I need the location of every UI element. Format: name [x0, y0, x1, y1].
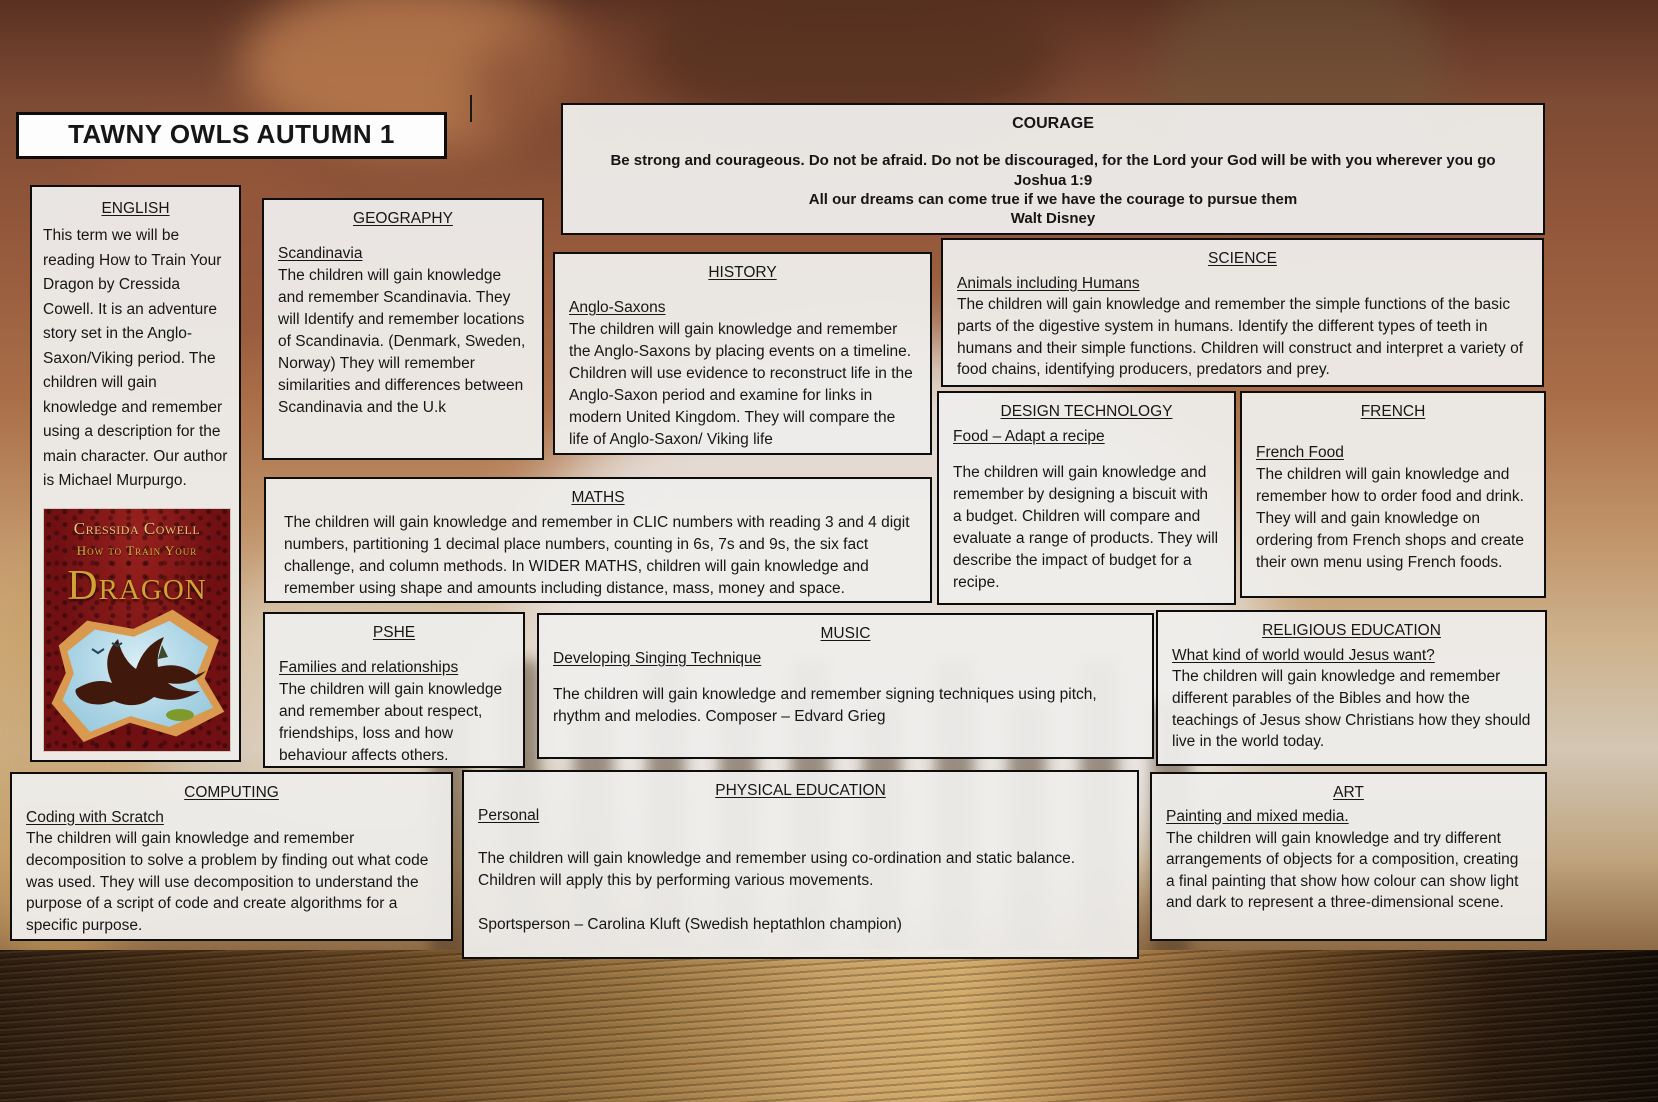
subject-box-computing	[10, 772, 453, 941]
box-subtitle: Painting and mixed media.	[1166, 808, 1349, 826]
box-subtitle: Animals including Humans	[957, 274, 1140, 292]
box-body: The children will gain knowledge and remember the simple functions of the basic parts of the digestive system in humans. Identify the different types of teeth in humans and their simple functions. Children will construct and interpret a variety of food chains, identifying producers, predators and prey.	[957, 296, 1524, 379]
book-cover-title-word: Dragon	[67, 562, 207, 609]
box-body: The children will gain knowledge and remember using co-ordination and static balance. Children will apply this by performing various movements.	[478, 850, 1076, 890]
box-subtitle: Families and relationships	[279, 659, 459, 676]
subject-box-english	[30, 185, 241, 762]
box-title: ART	[1333, 784, 1364, 801]
box-body: The children will gain knowledge and remember about respect, friendships, loss and how behaviour affects others.	[279, 681, 503, 764]
box-body: The children will gain knowledge and remember in CLIC numbers with reading 3 and 4 digit numbers, partitioning 1 decimal place numbers, counting in 6s, 7s and 9s, the six fact challenge, and column methods. In WIDER MATHS, children will gain knowledge and remember using shape and amounts including distance, mass, money and space.	[284, 514, 910, 597]
box-body: The children will gain knowledge and remember the Anglo-Saxons by placing events on a timeline. Children will use evidence to reconstruct life in the Anglo-Saxon period and examine for links in modern United Kingdom. They will compare the life of Anglo-Saxon/ Viking life	[569, 321, 913, 448]
box-title: COMPUTING	[184, 784, 279, 801]
box-title: MUSIC	[820, 625, 871, 642]
book-cover-title-line: How to Train Your	[76, 542, 198, 558]
box-body: The children will gain knowledge and remember Scandinavia. They will Identify and remember locations of Scandinavia. (Denmark, Sweden, Norway) They will remember similarities and differences between Scandinavia and the U.k	[278, 267, 526, 416]
box-body: The children will gain knowledge and try different arrangements of objects for a composition, creating a final painting that show how colour can show light and dark to represent a three-dimensional scene.	[1166, 829, 1519, 911]
courage-quote: Be strong and courageous. Do not be afraid. Do not be discouraged, for the Lord your God will be with you wherever you go	[610, 152, 1496, 170]
box-title: FRENCH	[1360, 403, 1426, 420]
box-title: HISTORY	[708, 264, 777, 281]
box-body: The children will gain knowledge and remember how to order food and drink. They will and gain knowledge on ordering from French shops and create their own menu using French foods.	[1256, 466, 1524, 571]
box-body: The children will gain knowledge and remember by designing a biscuit with a budget. Children will compare and evaluate a range of products. They will describe the impact of budget for a recipe.	[953, 464, 1219, 591]
box-subtitle: Coding with Scratch	[26, 808, 164, 826]
box-title: DESIGN TECHNOLOGY	[1000, 403, 1173, 420]
box-title: PSHE	[372, 624, 416, 641]
box-title: MATHS	[571, 489, 625, 506]
box-body: This term we will be reading How to Train Your Dragon by Cressida Cowell. It is an adventure story set in the Anglo-Saxon/Viking period. The children will gain knowledge and remember using a description for the main character. Our author is Michael Murpurgo.	[43, 227, 228, 490]
dragon-illustration	[62, 627, 212, 731]
subject-box-science	[941, 238, 1544, 387]
subject-box-art	[1150, 772, 1547, 941]
subject-box-geography	[262, 198, 544, 460]
subject-box-physical-education	[462, 770, 1139, 959]
box-title: SCIENCE	[1208, 250, 1277, 267]
box-subtitle: Developing Singing Technique	[553, 650, 762, 667]
box-subtitle: French Food	[1256, 444, 1344, 461]
courage-reference: Walt Disney	[1010, 210, 1096, 228]
box-title: RELIGIOUS EDUCATION	[1262, 622, 1441, 639]
text-cursor	[470, 95, 472, 122]
box-subtitle: Scandinavia	[278, 245, 363, 262]
box-subtitle: What kind of world would Jesus want?	[1172, 646, 1435, 664]
page-title	[16, 112, 447, 159]
page-title-text: TAWNY OWLS AUTUMN 1	[68, 119, 395, 150]
box-subtitle: Food – Adapt a recipe	[953, 428, 1105, 445]
subject-box-music	[537, 613, 1154, 759]
subject-box-religious-education	[1156, 610, 1547, 766]
courage-title: COURAGE	[1012, 115, 1094, 132]
subject-box-design-technology	[937, 391, 1236, 605]
box-body: The children will gain knowledge and remember signing techniques using pitch, rhythm and melodies. Composer – Edvard Grieg	[553, 686, 1097, 725]
box-body: The children will gain knowledge and remember different parables of the Bibles and how the teachings of Jesus show Christians how they should live in the world today.	[1172, 668, 1531, 751]
subject-box-french	[1240, 391, 1546, 598]
subject-box-history	[553, 252, 932, 455]
courage-quote: All our dreams can come true if we have the courage to pursue them	[808, 190, 1298, 208]
box-title: ENGLISH	[101, 200, 170, 217]
subject-box-maths	[264, 477, 932, 603]
book-cover-image	[43, 508, 231, 752]
box-subtitle: Personal	[478, 806, 540, 824]
subject-box-pshe	[263, 612, 525, 768]
box-body: The children will gain knowledge and remember decomposition to solve a problem by finding out what code was used. They will use decomposition to understand the purpose of a script of code and create algorithms for a specific purpose.	[26, 830, 429, 935]
box-subtitle: Anglo-Saxons	[569, 299, 666, 316]
courage-box	[561, 103, 1545, 235]
book-cover-author: Cressida Cowell	[73, 518, 201, 538]
courage-reference: Joshua 1:9	[1013, 171, 1093, 189]
box-title: PHYSICAL EDUCATION	[715, 782, 886, 799]
background-water	[0, 950, 1658, 1102]
box-title: GEOGRAPHY	[353, 210, 453, 227]
sportsperson-note: Sportsperson – Carolina Kluft (Swedish heptathlon champion)	[478, 915, 902, 933]
